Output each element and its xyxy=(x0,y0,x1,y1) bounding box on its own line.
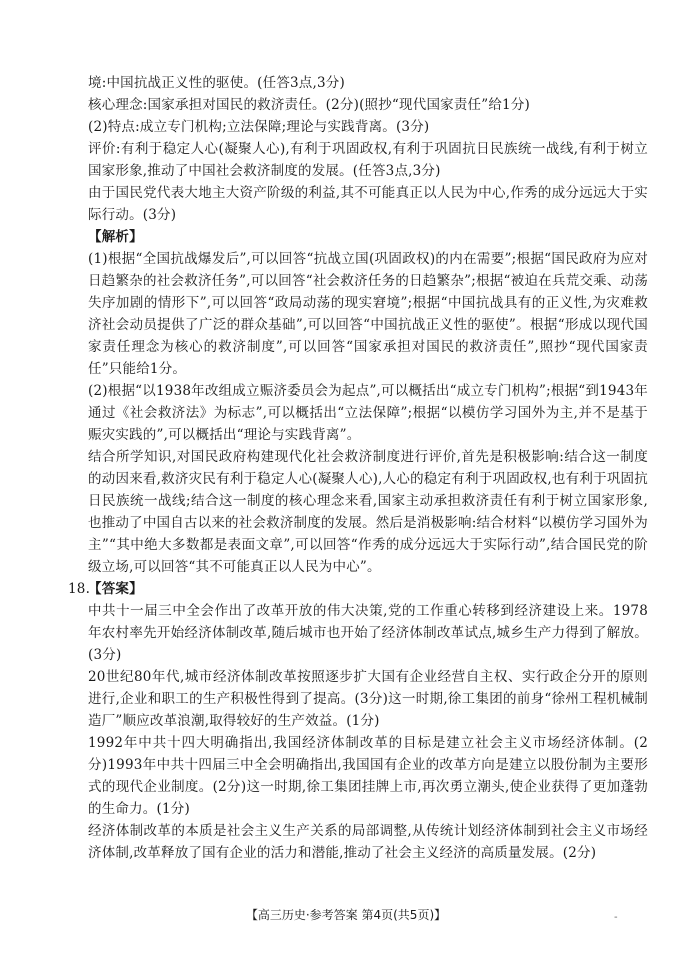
q18-paragraph: 20世纪80年代,城市经济体制改革按照逐步扩大国有企业经营自主权、实行政企分开的原则进行,企业和职工的生产积极性得到了提高。(3分)这一时期,徐工集团的前身“徐州工程机械制造厂”顺应改革浪潮,取得较好的生产效益。(1分) xyxy=(88,669,648,729)
q18-paragraph: 中共十一届三中全会作出了改革开放的伟大决策,党的工作重心转移到经济建设上来。1978年农村率先开始经济体制改革,随后城市也开始了经济体制改革试点,城乡生产力得到了解放。(3分) xyxy=(88,603,648,663)
answer-paragraph: 境:中国抗战正义性的驱使。(任答3点,3分) xyxy=(88,75,345,91)
question-18-header xyxy=(68,578,648,600)
answer-paragraph: (2)特点:成立专门机构;立法保障;理论与实践背离。(3分) xyxy=(88,119,430,135)
analysis-label: 【解析】 xyxy=(88,229,143,245)
answer-paragraph: 核心理念:国家承担对国民的救济责任。(2分)(照抄“现代国家责任”给1分) xyxy=(88,97,530,113)
question-number: 18. xyxy=(68,581,91,597)
answer-paragraph: 由于国民党代表大地主大资产阶级的利益,其不可能真正以人民为中心,作秀的成分远远大于实际行动。(3分) xyxy=(88,185,648,223)
q18-paragraph: 1992年中共十四大明确指出,我国经济体制改革的目标是建立社会主义市场经济体制。(2分)1993年中共十四届三中全会明确指出,我国国有企业的改革方向是建立以股份制为主要形式的现代企业制度。(2分)这一时期,徐工集团挂牌上市,再次勇立潮头,使企业获得了更加蓬勃的生命力。(1分) xyxy=(88,735,648,817)
answer-paragraph: 评价:有利于稳定人心(凝聚人心),有利于巩固政权,有利于巩固抗日民族统一战线,有利于树立国家形象,推动了中国社会救济制度的发展。(任答3点,3分) xyxy=(88,141,648,179)
page-footer: 【高三历史·参考答案 第4页(共5页)】 xyxy=(245,908,447,922)
answer-content xyxy=(68,72,648,864)
answer-label: 【答案】 xyxy=(88,581,143,597)
analysis-paragraph: 结合所学知识,对国民政府构建现代化社会救济制度进行评价,首先是积极影响:结合这一制度的动因来看,救济灾民有利于稳定人心(凝聚人心),人心的稳定有利于巩固政权,也有利于巩固抗日民族统一战线;结合这一制度的核心理念来看,国家主动承担救济责任有利于树立国家形象,也推动了中国自古以来的社会救济制度的发展。然后是消极影响:结合材料“以模仿学习国外为主”“其中绝大多数都是表面文章”,可以回答“作秀的成分远远大于实际行动”,结合国民党的阶级立场,可以回答“其不可能真正以人民为中心”。 xyxy=(88,449,648,575)
q18-paragraph: 经济体制改革的本质是社会主义生产关系的局部调整,从传统计划经济体制到社会主义市场经济体制,改革释放了国有企业的活力和潜能,推动了社会主义经济的高质量发展。(2分) xyxy=(88,823,648,861)
footer-mark: - xyxy=(614,912,618,923)
analysis-paragraph: (2)根据“以1938年改组成立赈济委员会为起点”,可以概括出“成立专门机构”;根据“到1943年通过《社会救济法》为标志”,可以概括出“立法保障”;根据“以模仿学习国外为主,并不是基于赈灾实践的”,可以概括出“理论与实践背离”。 xyxy=(88,383,648,443)
analysis-paragraph: (1)根据“全国抗战爆发后”,可以回答“抗战立国(巩固政权)的内在需要”;根据“国民政府为应对日趋繁杂的社会救济任务”,可以回答“社会救济任务的日趋繁杂”;根据“被迫在兵荒交乘、动荡失序加剧的情形下”,可以回答“政局动荡的现实窘境”;根据“中国抗战具有的正义性,为灾难救济社会动员提供了广泛的群众基础”,可以回答“中国抗战正义性的驱使”。根据“形成以现代国家责任理念为核心的救济制度”,可以回答“国家承担对国民的救济责任”,照抄“现代国家责任”只能给1分。 xyxy=(88,251,648,377)
